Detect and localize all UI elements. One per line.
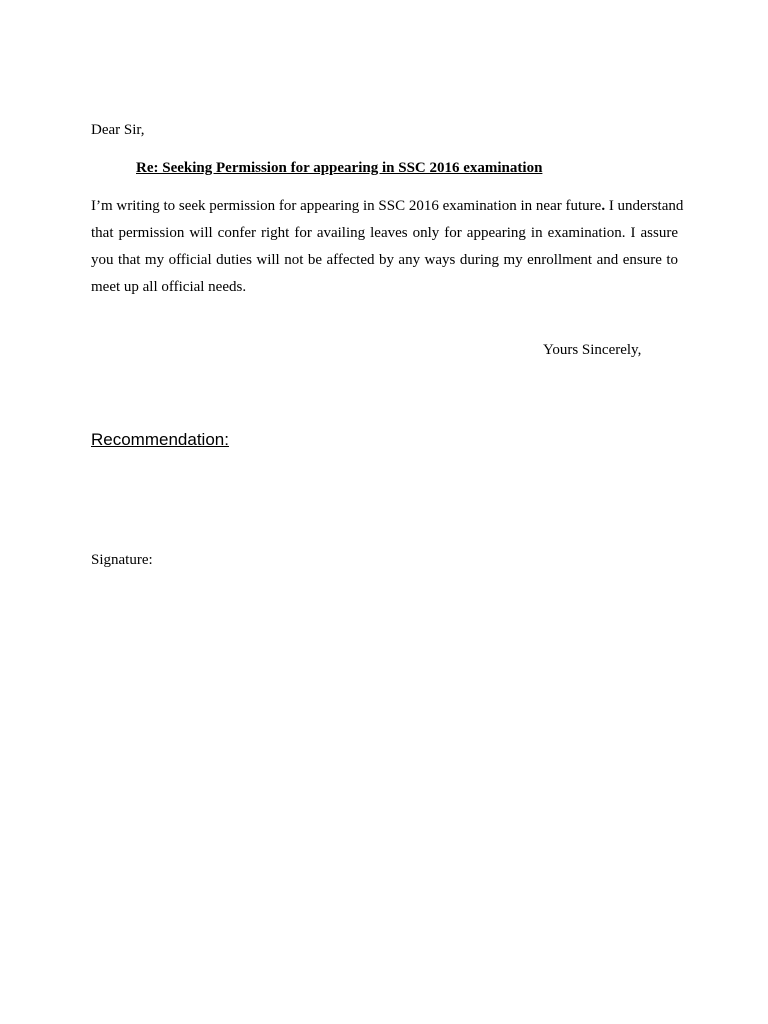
body-line-4: meet up all official needs. — [91, 279, 247, 295]
salutation: Dear Sir, — [91, 122, 145, 138]
body-line-2: that permission will confer right for availing leaves only for appearing in examination. I assure — [91, 225, 678, 241]
body-line-1 — [91, 193, 684, 220]
body-line-1-tail: I understand — [605, 198, 684, 214]
body-line-1-text: I’m writing to seek permission for appearing in SSC 2016 examination in near future — [91, 198, 602, 214]
closing: Yours Sincerely, — [543, 342, 642, 358]
signature-label: Signature: — [91, 552, 153, 568]
subject-line: Re: Seeking Permission for appearing in SSC 2016 examination — [136, 160, 543, 176]
body-line-1-period: . — [601, 198, 606, 214]
recommendation-heading: Recommendation: — [91, 430, 229, 449]
body-line-3: you that my official duties will not be affected by any ways during my enrollment and ensure to — [91, 252, 678, 268]
letter-body — [91, 193, 684, 301]
